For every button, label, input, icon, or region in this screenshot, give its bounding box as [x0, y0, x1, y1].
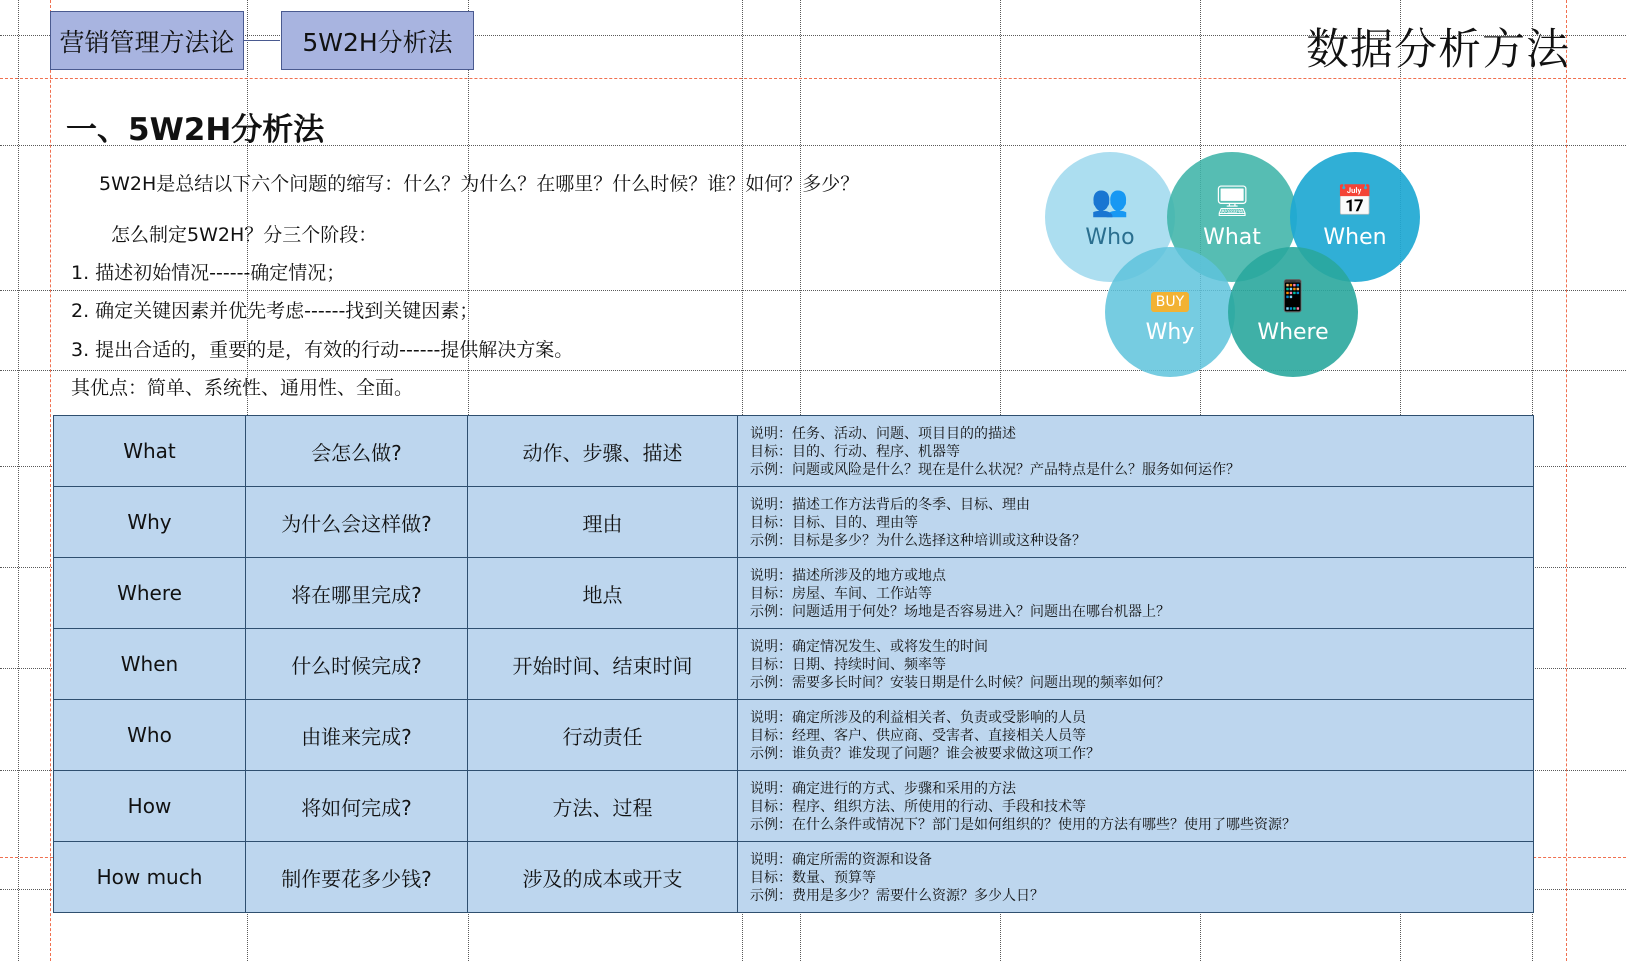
table-row [54, 771, 1534, 842]
cell-focus: 开始时间、结束时间 [468, 629, 738, 700]
description-line: 示例：谁负责？谁发现了问题？谁会被要求做这项工作？ [750, 746, 1100, 762]
description-line: 示例：在什么条件或情况下？部门是如何组织的？使用的方法有哪些？使用了哪些资源？ [750, 817, 1296, 833]
cell-key: How [54, 771, 246, 842]
cell-question: 由谁来完成? [246, 700, 468, 771]
stage-item: 2. 确定关键因素并优先考虑------找到关键因素； [71, 300, 479, 322]
cell-question: 将如何完成? [246, 771, 468, 842]
cell-description [738, 771, 1534, 842]
cell-focus: 地点 [468, 558, 738, 629]
breadcrumb-item-level1[interactable]: 营销管理方法论 [50, 11, 244, 70]
monitor-icon: 🖥 [1212, 184, 1252, 219]
description-line: 说明：描述所涉及的地方或地点 [750, 568, 946, 584]
stage-item: 1. 描述初始情况------确定情况； [71, 262, 346, 284]
description-line: 说明：确定所需的资源和设备 [750, 852, 932, 868]
cell-focus: 涉及的成本或开支 [468, 842, 738, 913]
intro-text: 5W2H是总结以下六个问题的缩写：什么？为什么？在哪里？什么时候？谁？如何？多少？ [99, 173, 860, 195]
cell-key: Why [54, 487, 246, 558]
cell-key: When [54, 629, 246, 700]
table-row [54, 416, 1534, 487]
cell-key: Where [54, 558, 246, 629]
buy-tag-icon: BUY [1151, 292, 1189, 312]
description-line: 示例：需要多长时间？安装日期是什么时候？问题出现的频率如何？ [750, 675, 1170, 691]
description-line: 说明：描述工作方法背后的冬季、目标、理由 [750, 497, 1030, 513]
cell-description [738, 558, 1534, 629]
description-line: 示例：费用是多少？需要什么资源？多少人日？ [750, 888, 1044, 904]
breadcrumb-item-level2[interactable]: 5W2H分析法 [281, 11, 474, 70]
description-line: 说明：任务、活动、问题、项目目的的描述 [750, 426, 1016, 442]
stages-intro: 怎么制定5W2H？分三个阶段： [111, 224, 378, 246]
description-line: 说明：确定情况发生、或将发生的时间 [750, 639, 988, 655]
venn-circle-when: 📅 When [1290, 152, 1420, 282]
description-line: 示例：问题或风险是什么？现在是什么状况？产品特点是什么？服务如何运作？ [750, 462, 1240, 478]
table-row [54, 842, 1534, 913]
table-row [54, 487, 1534, 558]
section-title: 一、5W2H分析法 [66, 112, 325, 148]
description-line: 目标：目标、目的、理由等 [750, 515, 918, 531]
cell-key: How much [54, 842, 246, 913]
description-line: 目标：日期、持续时间、频率等 [750, 657, 946, 673]
people-icon: 👥 [1091, 184, 1129, 219]
cell-description [738, 487, 1534, 558]
table-row [54, 700, 1534, 771]
description-line: 示例：问题适用于何处？场地是否容易进入？问题出在哪台机器上？ [750, 604, 1170, 620]
description-line: 目标：目的、行动、程序、机器等 [750, 444, 960, 460]
cell-description [738, 629, 1534, 700]
description-line: 目标：经理、客户、供应商、受害者、直接相关人员等 [750, 728, 1086, 744]
cell-question: 什么时候完成? [246, 629, 468, 700]
calendar-icon: 📅 [1336, 184, 1374, 219]
cell-key: What [54, 416, 246, 487]
cell-description [738, 842, 1534, 913]
table-row [54, 629, 1534, 700]
page-title: 数据分析方法 [1306, 25, 1570, 75]
cell-description [738, 700, 1534, 771]
description-line: 目标：数量、预算等 [750, 870, 876, 886]
venn-circle-who: 👥 Who [1045, 152, 1175, 282]
cell-key: Who [54, 700, 246, 771]
description-line: 说明：确定所涉及的利益相关者、负责或受影响的人员 [750, 710, 1086, 726]
cell-question: 将在哪里完成? [246, 558, 468, 629]
description-line: 目标：房屋、车间、工作站等 [750, 586, 932, 602]
5w-venn-diagram [1045, 152, 1425, 377]
smartphone-icon: 📱 [1274, 279, 1312, 314]
description-line: 示例：目标是多少？为什么选择这种培训或这种设备？ [750, 533, 1086, 549]
5w2h-table [53, 415, 1534, 913]
stage-item: 3. 提出合适的，重要的是，有效的行动------提供解决方案。 [71, 339, 574, 361]
venn-circle-where: 📱 Where [1228, 247, 1358, 377]
description-line: 说明：确定进行的方式、步骤和采用的方法 [750, 781, 1016, 797]
cell-question: 会怎么做? [246, 416, 468, 487]
description-line: 目标：程序、组织方法、所使用的行动、手段和技术等 [750, 799, 1086, 815]
table-row [54, 558, 1534, 629]
advantages-text: 其优点：简单、系统性、通用性、全面。 [71, 377, 414, 399]
venn-circle-what: 🖥 What [1167, 152, 1297, 282]
cell-description [738, 416, 1534, 487]
cell-question: 为什么会这样做? [246, 487, 468, 558]
cell-focus: 行动责任 [468, 700, 738, 771]
cell-focus: 方法、过程 [468, 771, 738, 842]
cell-focus: 动作、步骤、描述 [468, 416, 738, 487]
venn-circle-why: BUY Why [1105, 247, 1235, 377]
cell-question: 制作要花多少钱? [246, 842, 468, 913]
cell-focus: 理由 [468, 487, 738, 558]
breadcrumb-connector [244, 40, 280, 41]
